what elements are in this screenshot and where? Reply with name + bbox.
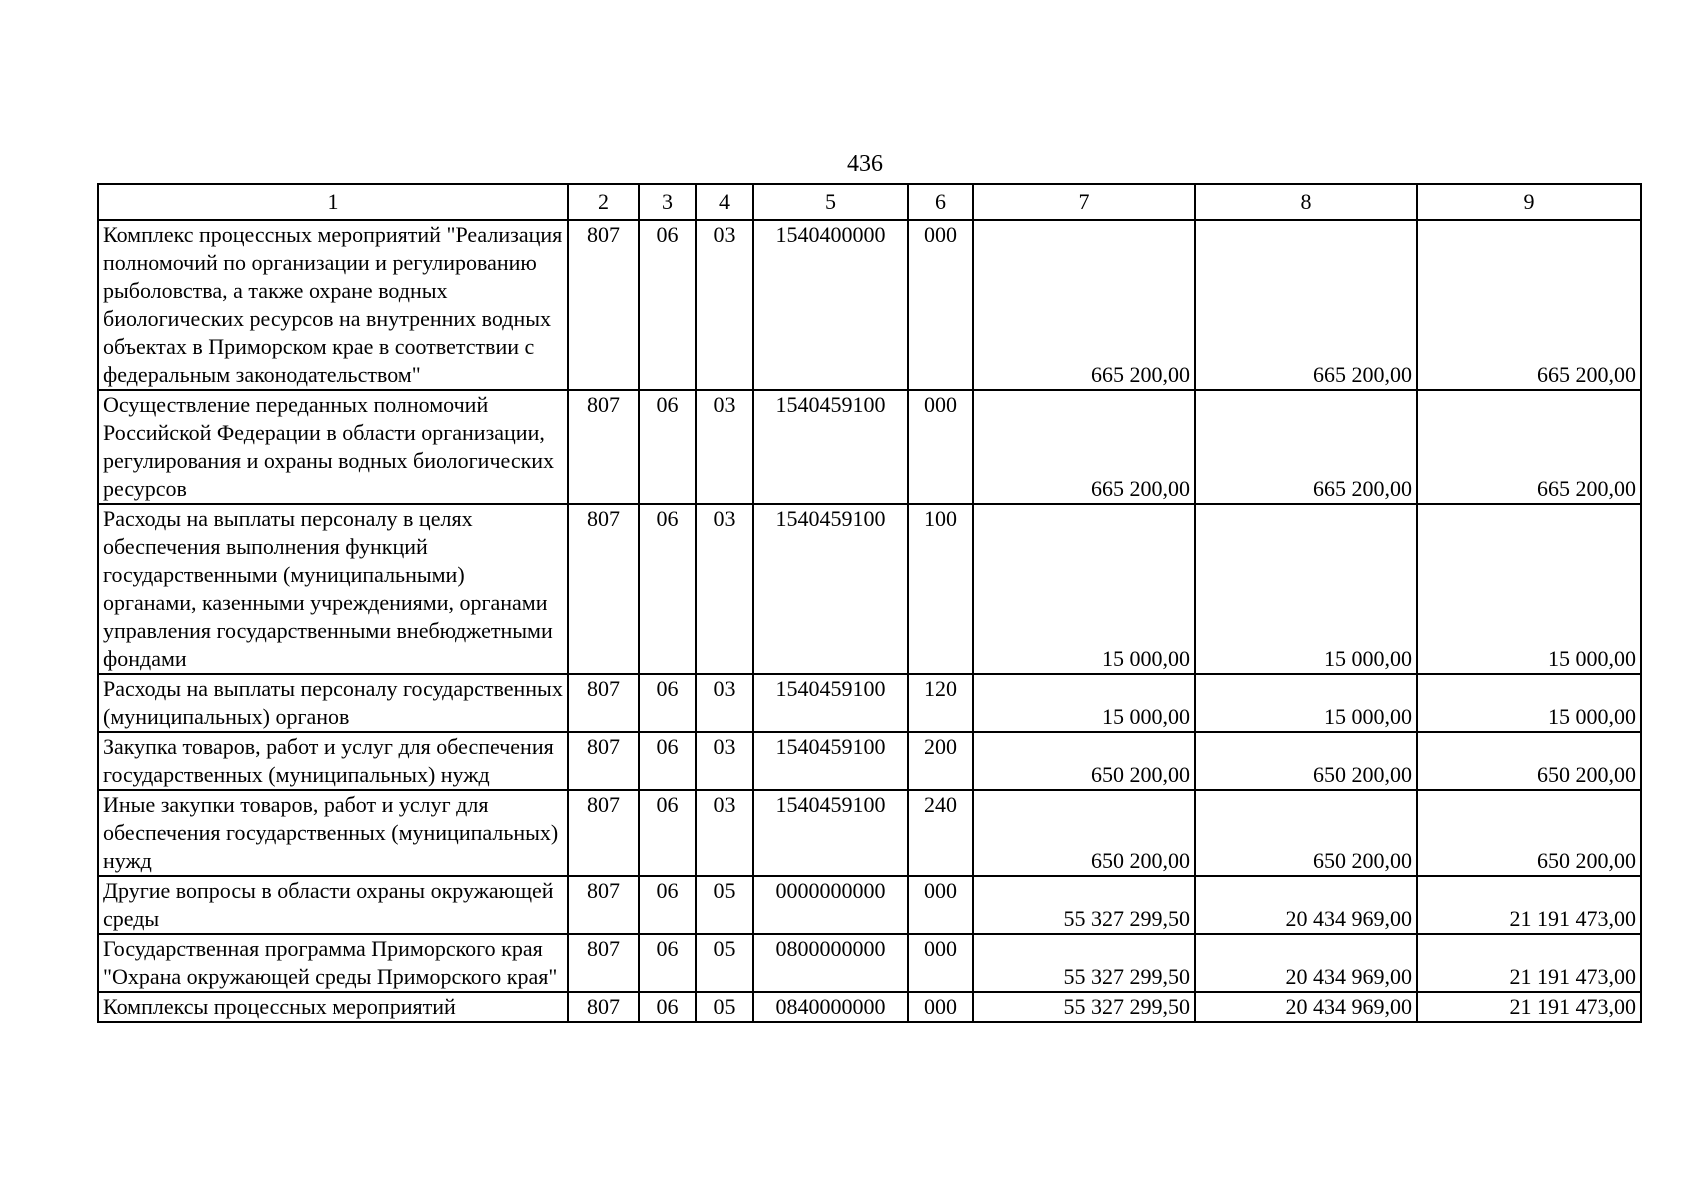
- cell-col-6: 000: [908, 220, 973, 390]
- cell-col-7-amount: 665 200,00: [973, 390, 1195, 504]
- row-description: Другие вопросы в области охраны окружающей среды: [98, 876, 568, 934]
- cell-col-4: 03: [696, 674, 753, 732]
- cell-col-5: 0000000000: [753, 876, 908, 934]
- cell-col-3: 06: [639, 674, 696, 732]
- cell-col-7-amount: 55 327 299,50: [973, 992, 1195, 1022]
- column-header: 9: [1417, 184, 1641, 220]
- cell-col-6: 000: [908, 390, 973, 504]
- cell-col-9-amount: 15 000,00: [1417, 674, 1641, 732]
- cell-col-9-amount: 665 200,00: [1417, 220, 1641, 390]
- cell-col-6: 000: [908, 934, 973, 992]
- cell-col-8-amount: 15 000,00: [1195, 504, 1417, 674]
- cell-col-5: 1540459100: [753, 674, 908, 732]
- table-header-row: [98, 184, 1641, 220]
- row-description: Закупка товаров, работ и услуг для обеспечения государственных (муниципальных) нужд: [98, 732, 568, 790]
- column-header: 1: [98, 184, 568, 220]
- cell-col-2: 807: [568, 732, 639, 790]
- column-header: 4: [696, 184, 753, 220]
- cell-col-6: 120: [908, 674, 973, 732]
- cell-col-7-amount: 15 000,00: [973, 674, 1195, 732]
- cell-col-5: 1540459100: [753, 790, 908, 876]
- row-description: Иные закупки товаров, работ и услуг для обеспечения государственных (муниципальных) нужд: [98, 790, 568, 876]
- cell-col-3: 06: [639, 992, 696, 1022]
- table-row: [98, 876, 1641, 934]
- cell-col-3: 06: [639, 732, 696, 790]
- row-description: Государственная программа Приморского края "Охрана окружающей среды Приморского края": [98, 934, 568, 992]
- cell-col-8-amount: 20 434 969,00: [1195, 992, 1417, 1022]
- cell-col-9-amount: 21 191 473,00: [1417, 934, 1641, 992]
- cell-col-7-amount: 55 327 299,50: [973, 876, 1195, 934]
- column-header: 7: [973, 184, 1195, 220]
- cell-col-2: 807: [568, 674, 639, 732]
- cell-col-8-amount: 650 200,00: [1195, 732, 1417, 790]
- column-header: 3: [639, 184, 696, 220]
- row-description: Комплексы процессных мероприятий: [98, 992, 568, 1022]
- table-row: [98, 390, 1641, 504]
- cell-col-9-amount: 21 191 473,00: [1417, 992, 1641, 1022]
- table-row: [98, 674, 1641, 732]
- cell-col-5: 1540459100: [753, 504, 908, 674]
- cell-col-3: 06: [639, 390, 696, 504]
- cell-col-6: 200: [908, 732, 973, 790]
- cell-col-4: 03: [696, 220, 753, 390]
- budget-table: [97, 183, 1642, 1023]
- cell-col-4: 05: [696, 992, 753, 1022]
- cell-col-5: 0840000000: [753, 992, 908, 1022]
- column-header: 6: [908, 184, 973, 220]
- cell-col-7-amount: 665 200,00: [973, 220, 1195, 390]
- cell-col-8-amount: 15 000,00: [1195, 674, 1417, 732]
- cell-col-5: 1540459100: [753, 390, 908, 504]
- cell-col-3: 06: [639, 504, 696, 674]
- cell-col-4: 03: [696, 390, 753, 504]
- column-header: 2: [568, 184, 639, 220]
- cell-col-7-amount: 650 200,00: [973, 732, 1195, 790]
- cell-col-4: 03: [696, 504, 753, 674]
- cell-col-8-amount: 650 200,00: [1195, 790, 1417, 876]
- cell-col-2: 807: [568, 934, 639, 992]
- cell-col-2: 807: [568, 504, 639, 674]
- cell-col-7-amount: 15 000,00: [973, 504, 1195, 674]
- cell-col-8-amount: 665 200,00: [1195, 390, 1417, 504]
- cell-col-2: 807: [568, 220, 639, 390]
- cell-col-3: 06: [639, 934, 696, 992]
- page-number: 436: [847, 151, 883, 177]
- cell-col-4: 05: [696, 934, 753, 992]
- cell-col-8-amount: 20 434 969,00: [1195, 934, 1417, 992]
- table-row: [98, 934, 1641, 992]
- cell-col-4: 03: [696, 732, 753, 790]
- cell-col-7-amount: 650 200,00: [973, 790, 1195, 876]
- table-row: [98, 992, 1641, 1022]
- row-description: Расходы на выплаты персоналу государственных (муниципальных) органов: [98, 674, 568, 732]
- row-description: Осуществление переданных полномочий Российской Федерации в области организации, регулирования и охраны водных биологических ресурсов: [98, 390, 568, 504]
- cell-col-6: 000: [908, 992, 973, 1022]
- cell-col-7-amount: 55 327 299,50: [973, 934, 1195, 992]
- cell-col-5: 1540400000: [753, 220, 908, 390]
- cell-col-8-amount: 665 200,00: [1195, 220, 1417, 390]
- cell-col-9-amount: 665 200,00: [1417, 390, 1641, 504]
- cell-col-2: 807: [568, 390, 639, 504]
- column-header: 8: [1195, 184, 1417, 220]
- cell-col-3: 06: [639, 876, 696, 934]
- table-row: [98, 790, 1641, 876]
- table-row: [98, 732, 1641, 790]
- cell-col-9-amount: 650 200,00: [1417, 732, 1641, 790]
- cell-col-9-amount: 21 191 473,00: [1417, 876, 1641, 934]
- row-description: Расходы на выплаты персоналу в целях обеспечения выполнения функций государственными (муниципальными) органами, казенными учреждениями, органами управления государственными внебюджетными фондами: [98, 504, 568, 674]
- cell-col-3: 06: [639, 790, 696, 876]
- cell-col-9-amount: 15 000,00: [1417, 504, 1641, 674]
- cell-col-2: 807: [568, 790, 639, 876]
- cell-col-4: 03: [696, 790, 753, 876]
- cell-col-2: 807: [568, 876, 639, 934]
- cell-col-2: 807: [568, 992, 639, 1022]
- cell-col-9-amount: 650 200,00: [1417, 790, 1641, 876]
- cell-col-4: 05: [696, 876, 753, 934]
- cell-col-6: 000: [908, 876, 973, 934]
- cell-col-3: 06: [639, 220, 696, 390]
- cell-col-5: 0800000000: [753, 934, 908, 992]
- table-row: [98, 220, 1641, 390]
- row-description: Комплекс процессных мероприятий "Реализация полномочий по организации и регулированию рыболовства, а также охране водных биологических ресурсов на внутренних водных объектах в Приморском крае в соответствии с федеральным законодательством": [98, 220, 568, 390]
- cell-col-5: 1540459100: [753, 732, 908, 790]
- table-row: [98, 504, 1641, 674]
- cell-col-6: 100: [908, 504, 973, 674]
- column-header: 5: [753, 184, 908, 220]
- cell-col-6: 240: [908, 790, 973, 876]
- cell-col-8-amount: 20 434 969,00: [1195, 876, 1417, 934]
